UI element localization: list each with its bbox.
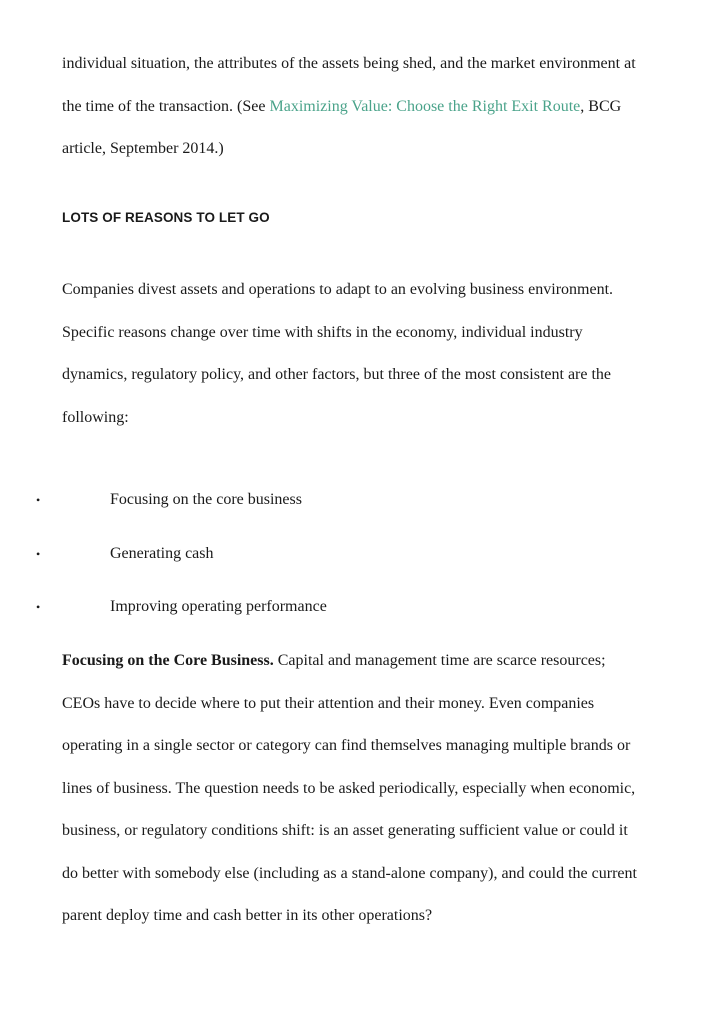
maximizing-value-link[interactable]: Maximizing Value: Choose the Right Exit Route xyxy=(269,97,581,115)
section-heading: LOTS OF REASONS TO LET GO xyxy=(62,210,270,225)
list-item-text: Focusing on the core business xyxy=(110,491,302,508)
core-business-body: Capital and management time are scarce resources; CEOs have to decide where to put their attention and their money. Even companies operating in a single sector or category can find themselves managing multiple brands or lines of business. The question needs to be asked periodically, especially when economic, business, or regulatory conditions shift: is an asset generating sufficient value or could it do better with somebody else (including as a stand-alone company), and could the current parent deploy time and cash better in its other operations? xyxy=(62,652,637,924)
intro-paragraph xyxy=(62,43,642,171)
reasons-paragraph: Companies divest assets and operations to adapt to an evolving business environment. Specific reasons change over time with shifts in the economy, individual industry dynamics, regulatory policy, and other factors, but three of the most consistent are the following: xyxy=(62,281,614,426)
list-item-text: Improving operating performance xyxy=(110,598,327,615)
bullet-icon: • xyxy=(36,546,41,561)
list-item xyxy=(0,533,723,587)
intro-text-before-link: individual situation, the attributes of the assets being shed, and the market environment at the time of the transaction. (See xyxy=(62,55,636,115)
reasons-list xyxy=(0,479,723,640)
list-item xyxy=(0,586,723,640)
bullet-icon: • xyxy=(36,493,41,507)
core-business-lead: Focusing on the Core Business. xyxy=(62,652,274,669)
list-item-text: Generating cash xyxy=(110,544,214,562)
list-item xyxy=(0,479,723,533)
intro-text-after-link: , BCG article, September 2014.) xyxy=(62,97,622,157)
core-business-paragraph xyxy=(62,640,642,938)
bullet-icon: • xyxy=(36,600,41,614)
